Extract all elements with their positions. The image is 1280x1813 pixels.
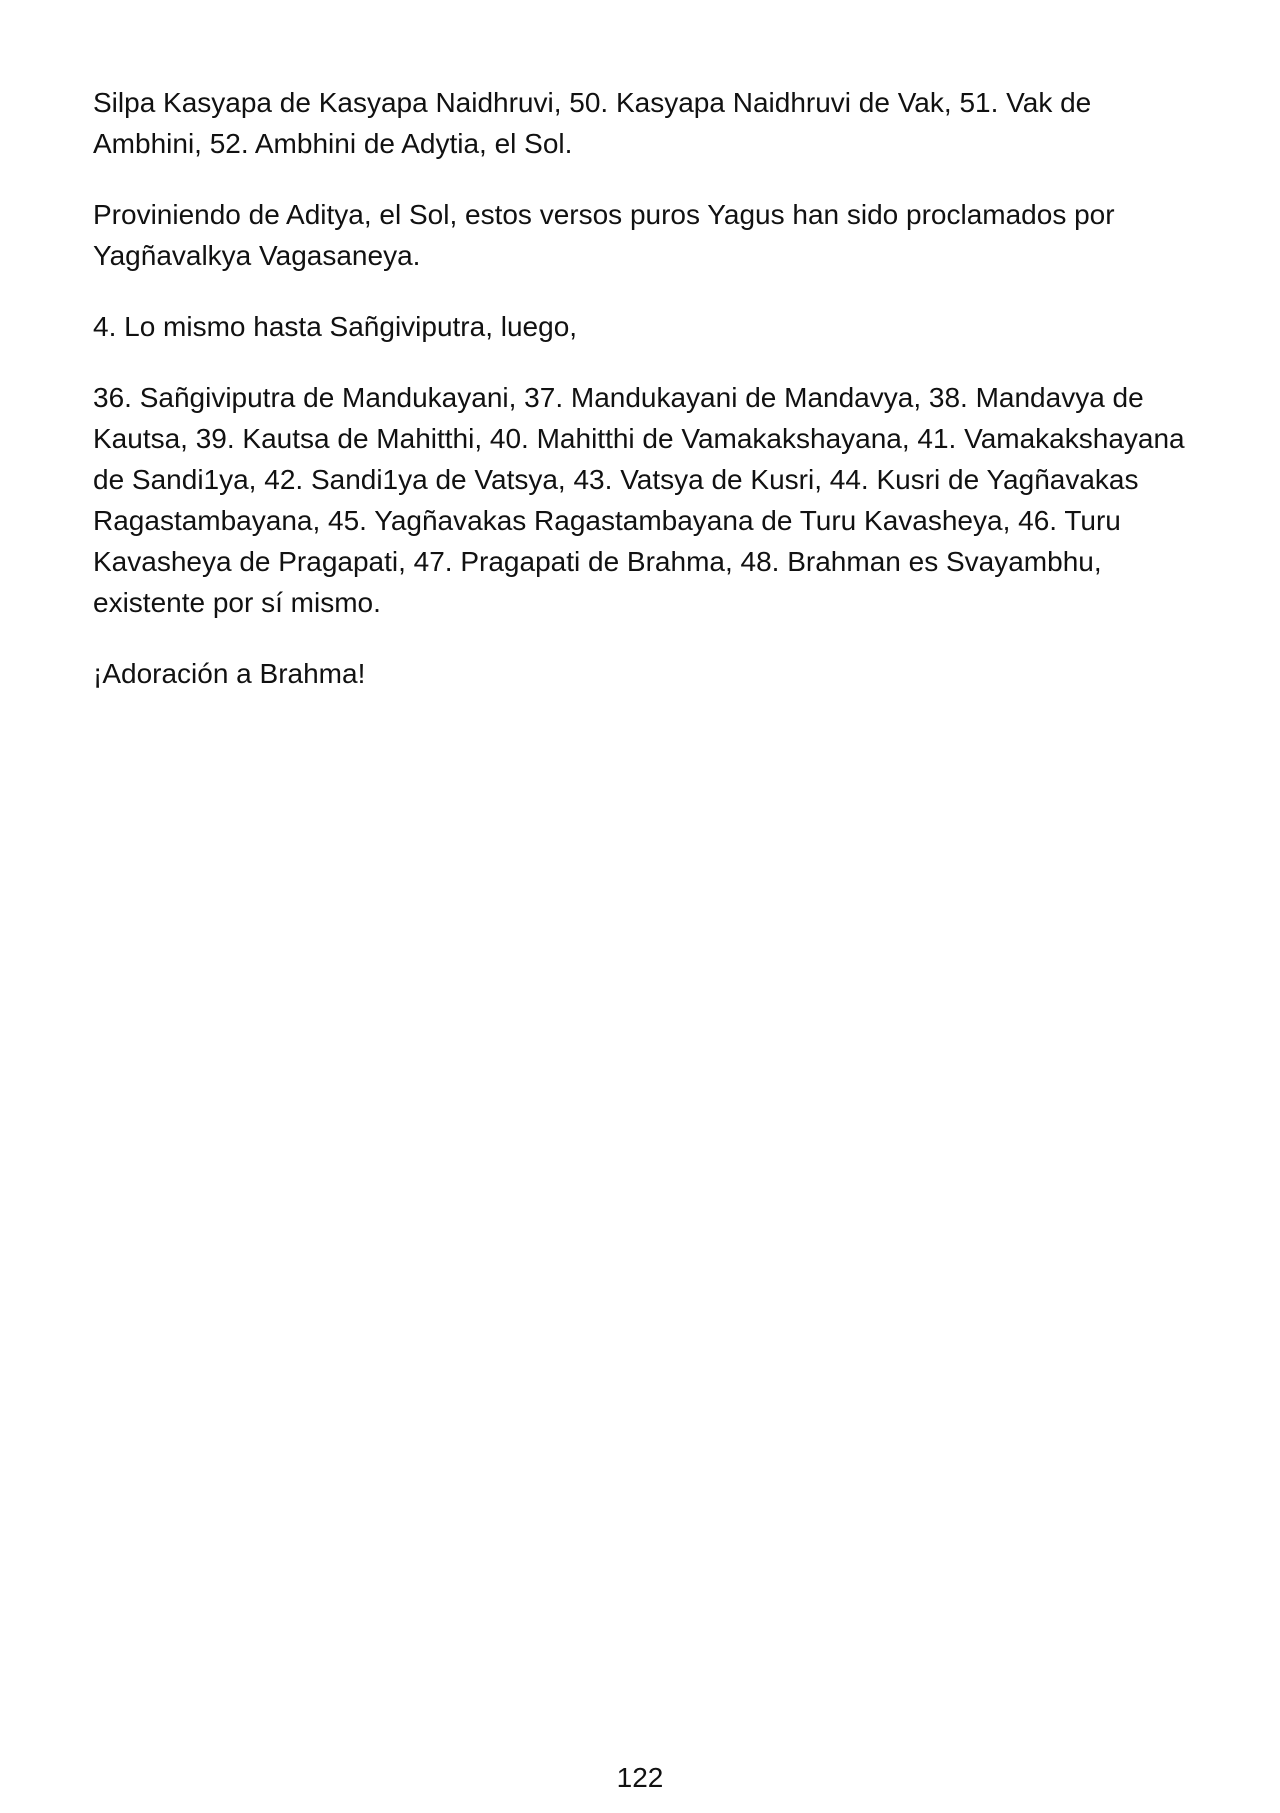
- page-number: 122: [616, 1762, 664, 1793]
- paragraph-section-4: 4. Lo mismo hasta Sañgiviputra, luego,: [93, 311, 578, 342]
- paragraph-lineage-end: Silpa Kasyapa de Kasyapa Naidhruvi, 50. Kasyapa Naidhruvi de Vak, 51. Vak de Ambhini, 52. Ambhini de Adytia, el Sol.: [93, 87, 1092, 159]
- paragraph-proclamation: Proviniendo de Aditya, el Sol, estos versos puros Yagus han sido proclamados por Yagñavalkya Vagasaneya.: [93, 199, 1115, 271]
- page-content: [93, 82, 1203, 724]
- paragraph-adoration: ¡Adoración a Brahma!: [93, 658, 366, 689]
- paragraph-lineage-list: 36. Sañgiviputra de Mandukayani, 37. Mandukayani de Mandavya, 38. Mandavya de Kautsa, 39. Kautsa de Mahitthi, 40. Mahitthi de Vamakakshayana, 41. Vamakakshayana de Sandi1ya, 42. Sandi1ya de Vatsya, 43. Vatsya de Kusri, 44. Kusri de Yagñavakas Ragastambayana, 45. Yagñavakas Ragastambayana de Turu Kavasheya, 46. Turu Kavasheya de Pragapati, 47. Pragapati de Brahma, 48. Brahman es Svayambhu, existente por sí mismo.: [93, 382, 1185, 618]
